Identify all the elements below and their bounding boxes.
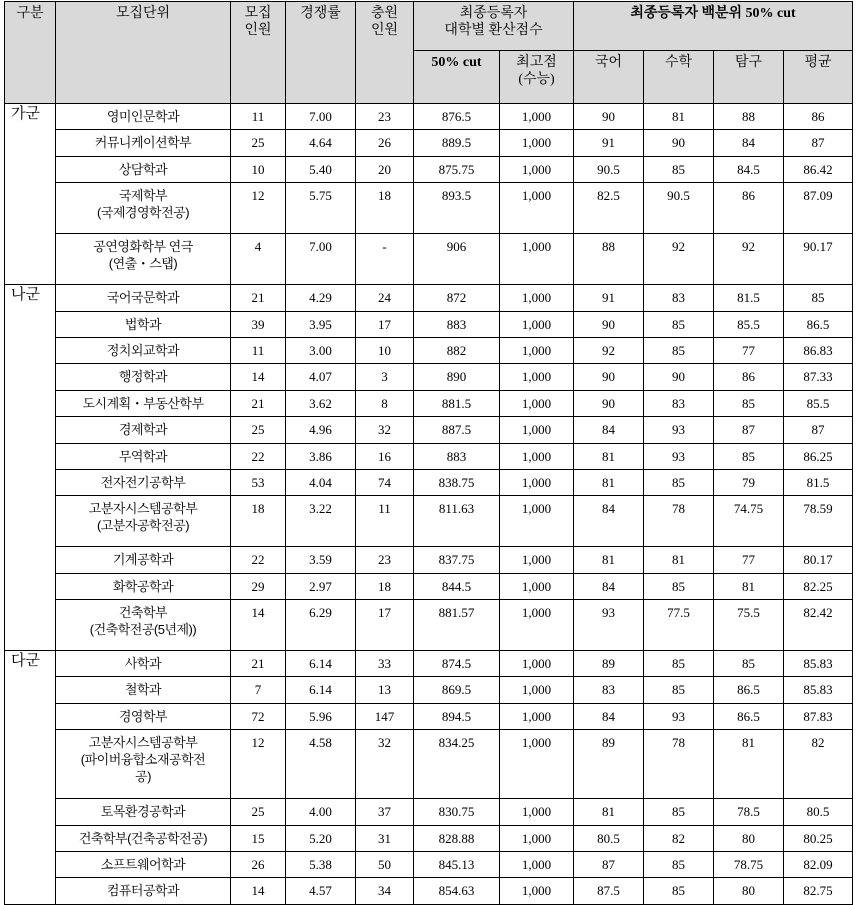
cut50-cell: 834.25 [414, 730, 500, 799]
table-row [5, 285, 853, 311]
inquiry-cell: 85 [714, 443, 784, 469]
quota-cell: 15 [231, 825, 286, 851]
korean-cell: 87.5 [574, 878, 644, 904]
inquiry-cell: 86.5 [714, 703, 784, 729]
cut50-cell: 906 [414, 234, 500, 285]
extra-cell: 17 [356, 600, 414, 651]
extra-cell: 11 [356, 496, 414, 547]
table-row [5, 852, 853, 878]
korean-cell: 90.5 [574, 156, 644, 182]
group-label: 가군 [5, 104, 56, 285]
average-cell: 85.83 [784, 677, 853, 703]
korean-cell: 81 [574, 469, 644, 495]
average-cell: 82.25 [784, 573, 853, 599]
extra-cell: 16 [356, 443, 414, 469]
math-cell: 81 [644, 104, 714, 130]
competition-cell: 7.00 [286, 234, 356, 285]
korean-cell: 82.5 [574, 183, 644, 234]
header-final-percentile: 최종등록자 백분위 50% cut [574, 2, 853, 51]
average-cell: 85 [784, 285, 853, 311]
korean-cell: 89 [574, 651, 644, 677]
competition-cell: 5.20 [286, 825, 356, 851]
math-cell: 93 [644, 443, 714, 469]
korean-cell: 91 [574, 285, 644, 311]
quota-cell: 11 [231, 104, 286, 130]
competition-cell: 7.00 [286, 104, 356, 130]
table-row [5, 337, 853, 363]
extra-cell: 23 [356, 104, 414, 130]
table-row [5, 364, 853, 390]
inquiry-cell: 74.75 [714, 496, 784, 547]
extra-cell: 34 [356, 878, 414, 904]
korean-cell: 90 [574, 364, 644, 390]
math-cell: 90 [644, 130, 714, 156]
max-cell: 1,000 [500, 547, 574, 573]
cut50-cell: 883 [414, 443, 500, 469]
extra-cell: 10 [356, 337, 414, 363]
unit-name: 공연영화학부 연극 (연출・스탭) [56, 234, 231, 285]
unit-name: 법학과 [56, 311, 231, 337]
table-row [5, 496, 853, 547]
competition-cell: 6.14 [286, 651, 356, 677]
table-row [5, 311, 853, 337]
header-max: 최고점 (수능) [500, 50, 574, 103]
inquiry-cell: 86 [714, 183, 784, 234]
korean-cell: 89 [574, 730, 644, 799]
average-cell: 86.25 [784, 443, 853, 469]
average-cell: 80.5 [784, 799, 853, 825]
korean-cell: 90 [574, 311, 644, 337]
header-competition: 경쟁률 [286, 2, 356, 104]
unit-name: 정치외교학과 [56, 337, 231, 363]
table-row [5, 703, 853, 729]
quota-cell: 21 [231, 651, 286, 677]
header-final-score: 최종등록자 대학별 환산점수 [414, 2, 574, 51]
max-cell: 1,000 [500, 703, 574, 729]
math-cell: 90 [644, 364, 714, 390]
table-row [5, 234, 853, 285]
quota-cell: 25 [231, 417, 286, 443]
math-cell: 82 [644, 825, 714, 851]
math-cell: 93 [644, 703, 714, 729]
inquiry-cell: 79 [714, 469, 784, 495]
header-inquiry: 탐구 [714, 50, 784, 103]
unit-name: 무역학과 [56, 443, 231, 469]
extra-cell: 18 [356, 183, 414, 234]
max-cell: 1,000 [500, 130, 574, 156]
extra-cell: 20 [356, 156, 414, 182]
table-header [5, 2, 853, 104]
unit-name: 건축학부 (건축학전공(5년제)) [56, 600, 231, 651]
unit-name: 도시계획・부동산학부 [56, 390, 231, 416]
inquiry-cell: 80 [714, 825, 784, 851]
average-cell: 78.59 [784, 496, 853, 547]
korean-cell: 88 [574, 234, 644, 285]
inquiry-cell: 81 [714, 730, 784, 799]
cut50-cell: 854.63 [414, 878, 500, 904]
competition-cell: 3.95 [286, 311, 356, 337]
competition-cell: 4.29 [286, 285, 356, 311]
math-cell: 81 [644, 547, 714, 573]
cut50-cell: 869.5 [414, 677, 500, 703]
extra-cell: 18 [356, 573, 414, 599]
inquiry-cell: 85 [714, 390, 784, 416]
header-extra: 충원 인원 [356, 2, 414, 104]
unit-name: 국어국문학과 [56, 285, 231, 311]
unit-name: 철학과 [56, 677, 231, 703]
max-cell: 1,000 [500, 600, 574, 651]
max-cell: 1,000 [500, 104, 574, 130]
max-cell: 1,000 [500, 878, 574, 904]
competition-cell: 4.07 [286, 364, 356, 390]
max-cell: 1,000 [500, 183, 574, 234]
competition-cell: 4.04 [286, 469, 356, 495]
unit-name: 기계공학과 [56, 547, 231, 573]
extra-cell: 50 [356, 852, 414, 878]
extra-cell: 13 [356, 677, 414, 703]
competition-cell: 4.00 [286, 799, 356, 825]
unit-name: 전자전기공학부 [56, 469, 231, 495]
cut50-cell: 872 [414, 285, 500, 311]
header-korean: 국어 [574, 50, 644, 103]
inquiry-cell: 85.5 [714, 311, 784, 337]
table-row [5, 677, 853, 703]
cut50-cell: 845.13 [414, 852, 500, 878]
quota-cell: 14 [231, 878, 286, 904]
competition-cell: 5.75 [286, 183, 356, 234]
quota-cell: 21 [231, 285, 286, 311]
cut50-cell: 881.57 [414, 600, 500, 651]
max-cell: 1,000 [500, 285, 574, 311]
competition-cell: 4.64 [286, 130, 356, 156]
inquiry-cell: 87 [714, 417, 784, 443]
competition-cell: 3.22 [286, 496, 356, 547]
table-row [5, 878, 853, 904]
competition-cell: 3.86 [286, 443, 356, 469]
korean-cell: 93 [574, 600, 644, 651]
quota-cell: 53 [231, 469, 286, 495]
korean-cell: 81 [574, 799, 644, 825]
cut50-cell: 844.5 [414, 573, 500, 599]
average-cell: 90.17 [784, 234, 853, 285]
math-cell: 85 [644, 852, 714, 878]
quota-cell: 10 [231, 156, 286, 182]
korean-cell: 84 [574, 496, 644, 547]
average-cell: 86.42 [784, 156, 853, 182]
max-cell: 1,000 [500, 799, 574, 825]
math-cell: 85 [644, 156, 714, 182]
cut50-cell: 828.88 [414, 825, 500, 851]
inquiry-cell: 77 [714, 337, 784, 363]
competition-cell: 2.97 [286, 573, 356, 599]
inquiry-cell: 85 [714, 651, 784, 677]
unit-name: 상담학과 [56, 156, 231, 182]
inquiry-cell: 86.5 [714, 677, 784, 703]
unit-name: 소프트웨어학과 [56, 852, 231, 878]
competition-cell: 6.29 [286, 600, 356, 651]
table-row [5, 600, 853, 651]
average-cell: 86.83 [784, 337, 853, 363]
max-cell: 1,000 [500, 234, 574, 285]
math-cell: 85 [644, 469, 714, 495]
competition-cell: 3.62 [286, 390, 356, 416]
max-cell: 1,000 [500, 677, 574, 703]
header-average: 평균 [784, 50, 853, 103]
extra-cell: 26 [356, 130, 414, 156]
math-cell: 85 [644, 573, 714, 599]
math-cell: 83 [644, 390, 714, 416]
unit-name: 토목환경공학과 [56, 799, 231, 825]
quota-cell: 22 [231, 547, 286, 573]
math-cell: 85 [644, 677, 714, 703]
quota-cell: 25 [231, 130, 286, 156]
inquiry-cell: 78.75 [714, 852, 784, 878]
cut50-cell: 881.5 [414, 390, 500, 416]
quota-cell: 4 [231, 234, 286, 285]
max-cell: 1,000 [500, 573, 574, 599]
group-label: 나군 [5, 285, 56, 651]
math-cell: 85 [644, 651, 714, 677]
max-cell: 1,000 [500, 364, 574, 390]
quota-cell: 39 [231, 311, 286, 337]
max-cell: 1,000 [500, 730, 574, 799]
table-row [5, 469, 853, 495]
max-cell: 1,000 [500, 852, 574, 878]
cut50-cell: 838.75 [414, 469, 500, 495]
average-cell: 86 [784, 104, 853, 130]
math-cell: 85 [644, 878, 714, 904]
competition-cell: 6.14 [286, 677, 356, 703]
math-cell: 77.5 [644, 600, 714, 651]
quota-cell: 25 [231, 799, 286, 825]
cut50-cell: 830.75 [414, 799, 500, 825]
korean-cell: 92 [574, 337, 644, 363]
average-cell: 80.17 [784, 547, 853, 573]
korean-cell: 81 [574, 547, 644, 573]
inquiry-cell: 78.5 [714, 799, 784, 825]
header-cut50: 50% cut [414, 50, 500, 103]
extra-cell: 3 [356, 364, 414, 390]
quota-cell: 21 [231, 390, 286, 416]
extra-cell: 37 [356, 799, 414, 825]
admission-results-table [4, 1, 853, 905]
average-cell: 82.09 [784, 852, 853, 878]
competition-cell: 5.40 [286, 156, 356, 182]
table-row [5, 799, 853, 825]
quota-cell: 72 [231, 703, 286, 729]
competition-cell: 3.59 [286, 547, 356, 573]
extra-cell: 8 [356, 390, 414, 416]
average-cell: 82.75 [784, 878, 853, 904]
math-cell: 85 [644, 337, 714, 363]
header-math: 수학 [644, 50, 714, 103]
math-cell: 93 [644, 417, 714, 443]
unit-name: 고분자시스템공학부 (파이버융합소재공학전 공) [56, 730, 231, 799]
korean-cell: 81 [574, 443, 644, 469]
quota-cell: 26 [231, 852, 286, 878]
cut50-cell: 875.75 [414, 156, 500, 182]
korean-cell: 87 [574, 852, 644, 878]
cut50-cell: 889.5 [414, 130, 500, 156]
quota-cell: 29 [231, 573, 286, 599]
math-cell: 90.5 [644, 183, 714, 234]
korean-cell: 84 [574, 417, 644, 443]
math-cell: 78 [644, 496, 714, 547]
extra-cell: 32 [356, 417, 414, 443]
cut50-cell: 876.5 [414, 104, 500, 130]
average-cell: 82 [784, 730, 853, 799]
unit-name: 국제학부 (국제경영학전공) [56, 183, 231, 234]
quota-cell: 18 [231, 496, 286, 547]
korean-cell: 90 [574, 104, 644, 130]
math-cell: 92 [644, 234, 714, 285]
header-group: 구분 [5, 2, 56, 104]
average-cell: 85.5 [784, 390, 853, 416]
quota-cell: 12 [231, 730, 286, 799]
table-row [5, 104, 853, 130]
average-cell: 81.5 [784, 469, 853, 495]
average-cell: 86.5 [784, 311, 853, 337]
table-row [5, 547, 853, 573]
math-cell: 78 [644, 730, 714, 799]
extra-cell: - [356, 234, 414, 285]
cut50-cell: 883 [414, 311, 500, 337]
unit-name: 행정학과 [56, 364, 231, 390]
max-cell: 1,000 [500, 417, 574, 443]
extra-cell: 24 [356, 285, 414, 311]
table-row [5, 573, 853, 599]
max-cell: 1,000 [500, 825, 574, 851]
quota-cell: 22 [231, 443, 286, 469]
competition-cell: 4.58 [286, 730, 356, 799]
max-cell: 1,000 [500, 311, 574, 337]
unit-name: 경제학과 [56, 417, 231, 443]
math-cell: 85 [644, 311, 714, 337]
cut50-cell: 887.5 [414, 417, 500, 443]
inquiry-cell: 80 [714, 878, 784, 904]
table-row [5, 825, 853, 851]
korean-cell: 84 [574, 703, 644, 729]
unit-name: 컴퓨터공학과 [56, 878, 231, 904]
inquiry-cell: 81 [714, 573, 784, 599]
table-row [5, 730, 853, 799]
table-row [5, 651, 853, 677]
average-cell: 87 [784, 417, 853, 443]
inquiry-cell: 75.5 [714, 600, 784, 651]
extra-cell: 17 [356, 311, 414, 337]
max-cell: 1,000 [500, 469, 574, 495]
quota-cell: 14 [231, 364, 286, 390]
max-cell: 1,000 [500, 443, 574, 469]
cut50-cell: 893.5 [414, 183, 500, 234]
cut50-cell: 811.63 [414, 496, 500, 547]
max-cell: 1,000 [500, 496, 574, 547]
max-cell: 1,000 [500, 337, 574, 363]
korean-cell: 80.5 [574, 825, 644, 851]
korean-cell: 84 [574, 573, 644, 599]
average-cell: 87.33 [784, 364, 853, 390]
math-cell: 85 [644, 799, 714, 825]
average-cell: 87 [784, 130, 853, 156]
inquiry-cell: 88 [714, 104, 784, 130]
average-cell: 87.09 [784, 183, 853, 234]
extra-cell: 23 [356, 547, 414, 573]
korean-cell: 83 [574, 677, 644, 703]
header-unit: 모집단위 [56, 2, 231, 104]
average-cell: 87.83 [784, 703, 853, 729]
average-cell: 82.42 [784, 600, 853, 651]
korean-cell: 91 [574, 130, 644, 156]
math-cell: 83 [644, 285, 714, 311]
unit-name: 영미인문학과 [56, 104, 231, 130]
max-cell: 1,000 [500, 651, 574, 677]
average-cell: 80.25 [784, 825, 853, 851]
cut50-cell: 882 [414, 337, 500, 363]
competition-cell: 5.96 [286, 703, 356, 729]
max-cell: 1,000 [500, 390, 574, 416]
competition-cell: 3.00 [286, 337, 356, 363]
competition-cell: 5.38 [286, 852, 356, 878]
table-row [5, 443, 853, 469]
cut50-cell: 894.5 [414, 703, 500, 729]
unit-name: 커뮤니케이션학부 [56, 130, 231, 156]
header-quota: 모집 인원 [231, 2, 286, 104]
extra-cell: 33 [356, 651, 414, 677]
unit-name: 건축학부(건축공학전공) [56, 825, 231, 851]
table-row [5, 156, 853, 182]
table-row [5, 417, 853, 443]
quota-cell: 12 [231, 183, 286, 234]
average-cell: 85.83 [784, 651, 853, 677]
quota-cell: 11 [231, 337, 286, 363]
max-cell: 1,000 [500, 156, 574, 182]
unit-name: 화학공학과 [56, 573, 231, 599]
inquiry-cell: 84.5 [714, 156, 784, 182]
cut50-cell: 890 [414, 364, 500, 390]
inquiry-cell: 86 [714, 364, 784, 390]
quota-cell: 7 [231, 677, 286, 703]
extra-cell: 31 [356, 825, 414, 851]
quota-cell: 14 [231, 600, 286, 651]
unit-name: 사학과 [56, 651, 231, 677]
group-label: 다군 [5, 651, 56, 905]
extra-cell: 147 [356, 703, 414, 729]
inquiry-cell: 84 [714, 130, 784, 156]
table-row [5, 390, 853, 416]
extra-cell: 74 [356, 469, 414, 495]
cut50-cell: 837.75 [414, 547, 500, 573]
unit-name: 경영학부 [56, 703, 231, 729]
extra-cell: 32 [356, 730, 414, 799]
inquiry-cell: 81.5 [714, 285, 784, 311]
competition-cell: 4.96 [286, 417, 356, 443]
competition-cell: 4.57 [286, 878, 356, 904]
table-row [5, 130, 853, 156]
table-row [5, 183, 853, 234]
korean-cell: 90 [574, 390, 644, 416]
inquiry-cell: 92 [714, 234, 784, 285]
unit-name: 고분자시스템공학부 (고분자공학전공) [56, 496, 231, 547]
table-body [5, 104, 853, 905]
inquiry-cell: 77 [714, 547, 784, 573]
cut50-cell: 874.5 [414, 651, 500, 677]
